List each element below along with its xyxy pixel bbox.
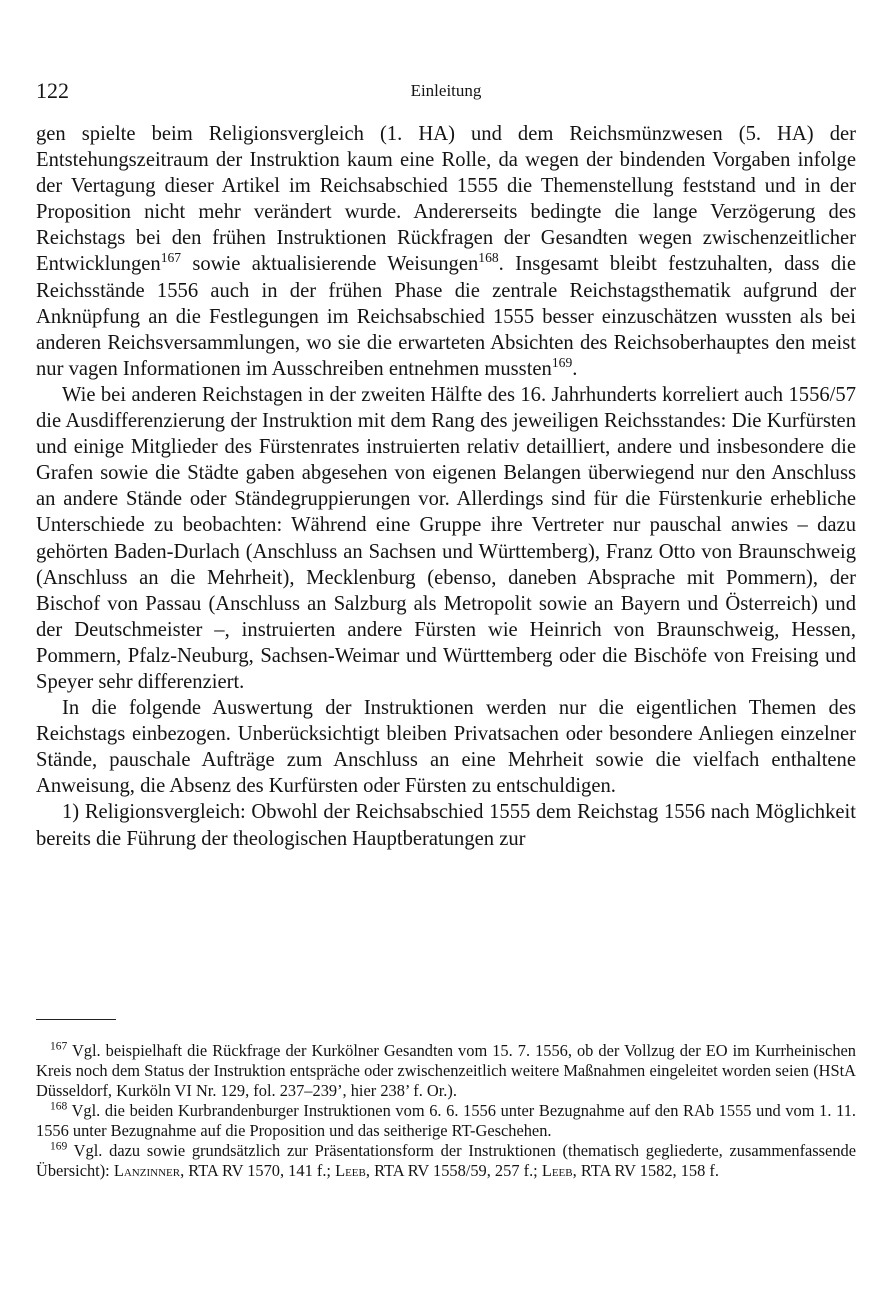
footnote-text: , RTA RV 1570, 141 f.; — [180, 1161, 336, 1180]
footnote-text: , RTA RV 1582, 158 f. — [572, 1161, 719, 1180]
footnote-ref-169: 169 — [551, 354, 573, 370]
paragraph-3: In die folgende Auswertung der Instruktionen werden nur die eigentlichen Themen des Reichstags einbezogen. Unberücksichtigt bleiben Privatsachen oder besondere Anliegen einzelner Stände, pauschale Aufträge zum Anschluss an eine Mehrheit sowie die vielfach enthaltene Anweisung, die Absenz des Kurfürsten oder Fürsten zu entschuldigen. — [36, 697, 856, 798]
footnote-text: Vgl. die beiden Kurbrandenburger Instruktionen vom 6. 6. 1556 unter Bezugnahme auf den RAb 1555 und vom 1. 11. 1556 unter Bezugnahme auf die Proposition und das seitherige RT-Geschehen. — [36, 1101, 856, 1140]
page-number: 122 — [36, 78, 69, 103]
page-header — [36, 78, 856, 108]
paragraph-2: Wie bei anderen Reichstagen in der zweiten Hälfte des 16. Jahrhunderts korreliert auch 1556/57 die Ausdifferenzierung der Instruktion mit dem Rang des jeweiligen Reichsstandes: Die Kurfürsten und einige Mitglieder des Fürstenrates instruierten relativ detailliert, andere und insbesondere die Grafen sowie die Städte gaben abgesehen von eigenen Belangen überwiegend nur den Anschluss an andere Stände oder Ständegruppierungen vor. Allerdings sind für die Fürstenkurie erhebliche Unterschiede zu beobachten: Während eine Gruppe ihre Vertreter nur pauschal anwies – dazu gehörten Baden-Durlach (Anschluss an Sachsen und Württemberg), Franz Otto von Braunschweig (Anschluss an die Mehrheit), Mecklenburg (ebenso, daneben Absprache mit Pommern), der Bischof von Passau (Anschluss an Salzburg als Metropolit sowie an Bayern und Österreich) und der Deutschmeister –, instruierten andere Fürsten wie Heinrich von Braunschweig, Hessen, Pommern, Pfalz-Neuburg, Sachsen-Weimar und Württemberg oder die Bischöfe von Freising und Speyer sehr differenziert. — [36, 383, 856, 693]
footnote-separator — [36, 1019, 116, 1020]
footnote-number: 168 — [50, 1100, 68, 1113]
author-name: Leeb — [335, 1161, 366, 1180]
footnotes — [36, 1041, 856, 1181]
footnote-number: 169 — [50, 1140, 68, 1153]
footnote-ref-167: 167 — [160, 250, 182, 266]
running-head: Einleitung — [410, 81, 482, 100]
paragraph-1-text-d: . — [572, 357, 578, 380]
footnote-168 — [36, 1101, 856, 1141]
footnote-ref-168: 168 — [478, 250, 499, 266]
footnote-text: Vgl. beispielhaft die Rückfrage der Kurkölner Gesandten vom 15. 7. 1556, ob der Vollzug der EO im Kurrheinischen Kreis noch dem Status der Instruktion entspräche oder zwischenzeitlich weitere Maßnahmen eingeleitet worden seien (HStA Düsseldorf, Kurköln VI Nr. 129, fol. 237–239’, hier 238’ f. Or.). — [36, 1041, 856, 1100]
footnote-text: , RTA RV 1558/59, 257 f.; — [365, 1161, 542, 1180]
author-name: Leeb — [541, 1161, 573, 1180]
paragraph-4: 1) Religionsvergleich: Obwohl der Reichsabschied 1555 dem Reichstag 1556 nach Möglichkeit bereits die Führung der theologischen Hauptberatungen zur — [36, 801, 856, 850]
author-name: Lanzinner — [113, 1161, 181, 1180]
paragraph-1-text-a: gen spielte beim Religionsvergleich (1. HA) und dem Reichsmünzwesen (5. HA) der Entstehungszeitraum der Instruktion kaum eine Rolle, da wegen der bindenden Vorgaben infolge der Vertagung dieser Artikel im Reichsabschied 1555 die Themenstellung feststand und in der Proposition nicht mehr verändert wurde. Andererseits bedingte die lange Verzögerung des Reichstags bei den frühen Instruktionen Rückfragen der Gesandten wegen zwischenzeitlicher Entwicklungen — [36, 123, 856, 276]
paragraph-1 — [36, 121, 856, 382]
footnote-number: 167 — [50, 1040, 68, 1053]
footnote-167 — [36, 1041, 856, 1101]
footnote-169 — [36, 1141, 856, 1181]
paragraph-1-text-b: sowie aktualisierende Weisungen — [181, 253, 479, 276]
paragraph-1-text-c: . Insgesamt bleibt festzuhalten, dass die Reichsstände 1556 auch in der frühen Phase die zentrale Reichstagsthematik aufgrund der Anknüpfung an die Festlegungen im Reichsabschied 1555 besser einzuschätzen wussten als bei anderen Reichsversammlungen, wo sie die erwarteten Absichten des Reichsoberhauptes den meist nur vagen Informationen im Ausschreiben entnehmen mussten — [36, 253, 856, 380]
body-text — [36, 121, 856, 852]
footnote-text: Vgl. dazu sowie grundsätzlich zur Präsentationsform der Instruktionen (thematisch gegliederte, zusammenfassende Übersicht): — [36, 1141, 856, 1180]
